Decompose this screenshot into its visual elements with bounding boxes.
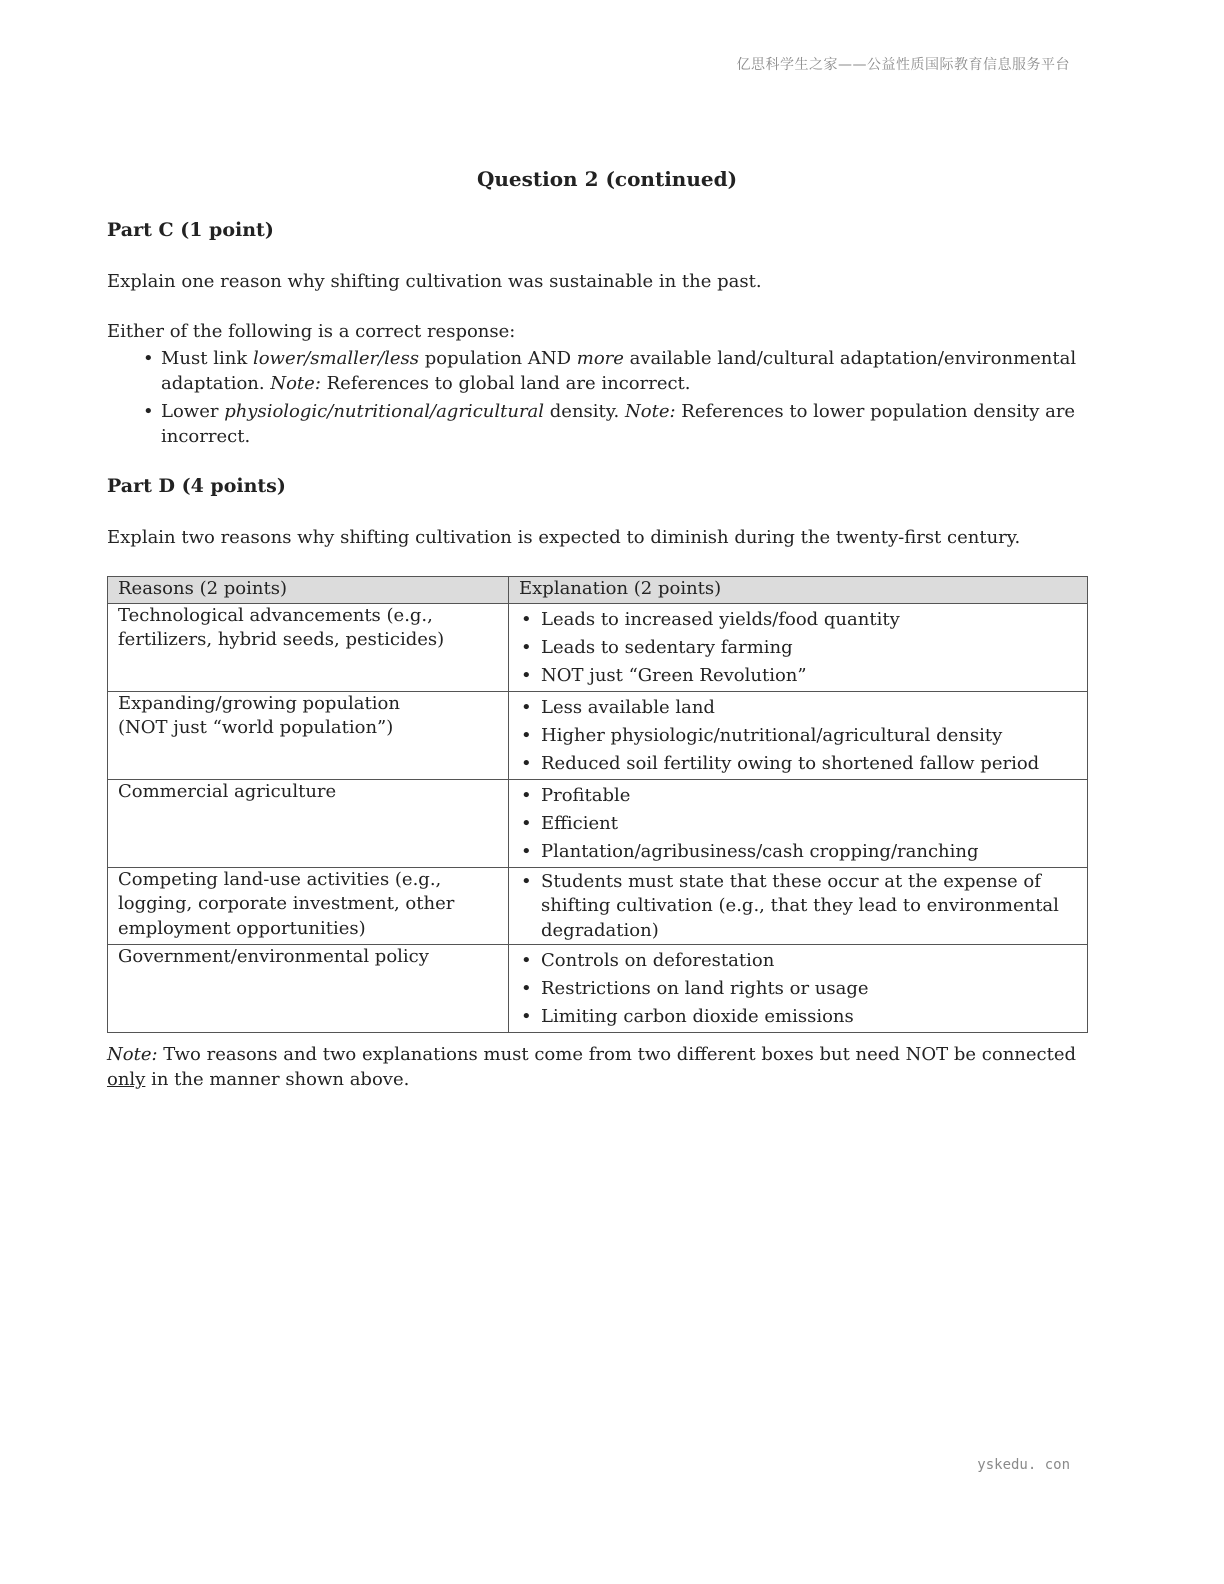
explanation-item: • Higher physiologic/nutritional/agricultural density <box>519 722 1077 750</box>
reason-text: Competing land-use activities (e.g., <box>118 868 442 890</box>
part-c-bullet-2: • Lower physiologic/nutritional/agricultural density. Note: References to lower population density are incorrect. <box>143 399 1113 449</box>
part-c-heading: Part C (1 point) <box>107 219 274 241</box>
reason-text: Government/environmental policy <box>118 946 429 967</box>
header-watermark: 亿思科学生之家——公益性质国际教育信息服务平台 <box>736 57 1070 73</box>
reason-text: Technological advancements (e.g., <box>118 604 433 626</box>
page-title: Question 2 (continued) <box>476 167 738 191</box>
explanation-item: • Plantation/agribusiness/cash cropping/ranching <box>519 838 1077 866</box>
explanation-item: • Students must state that these occur at the expense of shifting cultivation (e.g., that they lead to environmental degradation) <box>519 870 1077 944</box>
footer-watermark: yskedu. con <box>977 1457 1070 1473</box>
explanation-item: • Profitable <box>519 782 1077 810</box>
table-row <box>108 867 1088 945</box>
reason-text: employment opportunities) <box>118 917 366 939</box>
part-c-intro: Either of the following is a correct response: <box>107 321 516 342</box>
reason-cell <box>108 945 509 1033</box>
explanation-list <box>519 780 1077 866</box>
explanation-item: • NOT just “Green Revolution” <box>519 662 1077 690</box>
reason-text: fertilizers, hybrid seeds, pesticides) <box>118 629 445 650</box>
table-row <box>108 603 1088 691</box>
reason-cell <box>108 691 509 779</box>
part-c-prompt: Explain one reason why shifting cultivation was sustainable in the past. <box>107 271 762 292</box>
part-d-prompt: Explain two reasons why shifting cultivation is expected to diminish during the twenty-first century. <box>107 527 1021 548</box>
table-header-row <box>108 577 1088 604</box>
explanation-list <box>519 868 1077 944</box>
explanation-item: • Restrictions on land rights or usage <box>519 975 1077 1003</box>
table-row <box>108 691 1088 779</box>
reason-cell <box>108 603 509 691</box>
explanation-list <box>519 604 1077 690</box>
part-d-note: Note: Two reasons and two explanations must come from two different boxes but need NOT be connected only in the manner shown above. <box>107 1044 1077 1090</box>
explanation-item: • Less available land <box>519 694 1077 722</box>
reason-text: Commercial agriculture <box>118 780 337 802</box>
part-c-bullet-list <box>143 346 1113 452</box>
explanation-cell <box>509 945 1088 1033</box>
explanation-item: • Efficient <box>519 810 1077 838</box>
explanation-list <box>519 945 1077 1031</box>
reason-text: logging, corporate investment, other <box>118 893 455 914</box>
table-row <box>108 945 1088 1033</box>
reason-text: (NOT just “world population”) <box>118 717 394 738</box>
table-row <box>108 779 1088 867</box>
reason-text: Expanding/growing population <box>118 692 400 714</box>
explanation-item: • Leads to increased yields/food quantity <box>519 606 1077 634</box>
explanation-cell <box>509 867 1088 945</box>
explanation-item: • Leads to sedentary farming <box>519 634 1077 662</box>
scoring-table <box>107 576 1088 1033</box>
explanation-cell <box>509 603 1088 691</box>
explanation-item: • Controls on deforestation <box>519 947 1077 975</box>
explanation-item: • Reduced soil fertility owing to shortened fallow period <box>519 750 1077 778</box>
reason-cell <box>108 779 509 867</box>
part-d-heading: Part D (4 points) <box>107 475 286 497</box>
explanation-cell <box>509 691 1088 779</box>
explanation-column-header: Explanation (2 points) <box>509 577 1088 604</box>
reasons-column-header: Reasons (2 points) <box>108 577 509 604</box>
reason-cell <box>108 867 509 945</box>
table-body <box>108 603 1088 1033</box>
explanation-list <box>519 692 1077 778</box>
part-c-bullet-1: • Must link lower/smaller/less population AND more available land/cultural adaptation/environmental adaptation. Note: References to global land are incorrect. <box>143 346 1113 396</box>
explanation-cell <box>509 779 1088 867</box>
explanation-item: • Limiting carbon dioxide emissions <box>519 1003 1077 1031</box>
